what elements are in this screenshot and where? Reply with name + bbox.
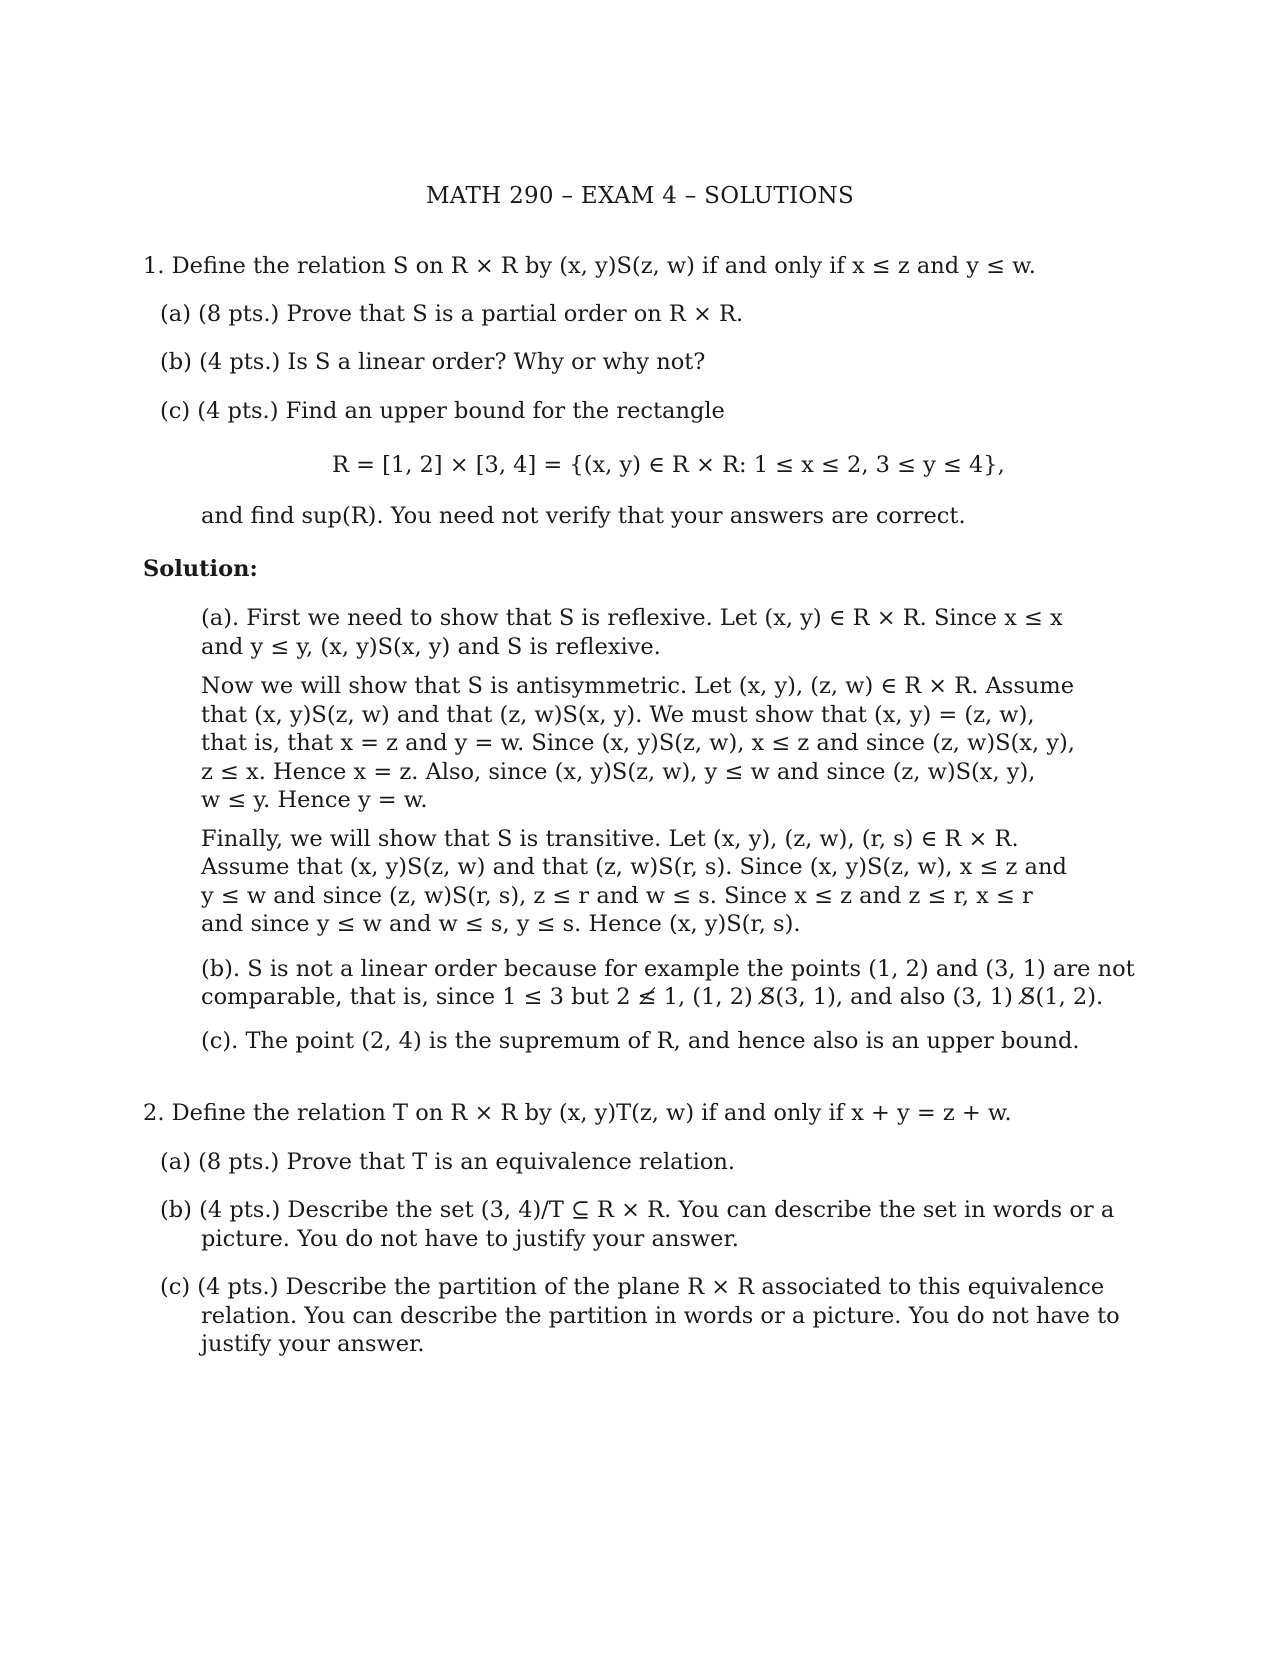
page-title: MATH 290 – EXAM 4 – SOLUTIONS xyxy=(425,183,855,209)
problem-1-statement: 1. Define the relation S on R × R by (x, y)S(z, w) if and only if x ≤ z and y ≤ w. xyxy=(143,253,1036,279)
solution-transitive-line: Assume that (x, y)S(z, w) and that (z, w)S(r, s). Since (x, y)S(z, w), x ≤ z and xyxy=(201,854,1067,880)
solution-c-line: (c). The point (2, 4) is the supremum of R, and hence also is an upper bound. xyxy=(201,1028,1080,1054)
solution-a-line: and y ≤ y, (x, y)S(x, y) and S is reflexive. xyxy=(201,634,661,660)
problem-2-part-a: (a) (8 pts.) Prove that T is an equivalence relation. xyxy=(160,1149,736,1175)
problem-2-statement: 2. Define the relation T on R × R by (x, y)T(z, w) if and only if x + y = z + w. xyxy=(143,1100,1012,1126)
solution-b-line: (b). S is not a linear order because for example the points (1, 2) and (3, 1) are not xyxy=(201,956,1135,982)
solution-heading: Solution: xyxy=(143,556,258,582)
problem-2-part-c-line: relation. You can describe the partition in words or a picture. You do not have to xyxy=(201,1303,1120,1329)
solution-antisymmetric-line: w ≤ y. Hence y = w. xyxy=(201,787,428,813)
problem-2-part-b-line: (b) (4 pts.) Describe the set (3, 4)/T ⊆ R × R. You can describe the set in words or a xyxy=(160,1197,1115,1223)
solution-transitive-line: and since y ≤ w and w ≤ s, y ≤ s. Hence (x, y)S(r, s). xyxy=(201,911,801,937)
problem-1-part-a: (a) (8 pts.) Prove that S is a partial order on R × R. xyxy=(160,301,744,327)
solution-antisymmetric-line: z ≤ x. Hence x = z. Also, since (x, y)S(z, w), y ≤ w and since (z, w)S(x, y), xyxy=(201,759,1036,785)
problem-1-part-b: (b) (4 pts.) Is S a linear order? Why or why not? xyxy=(160,349,706,375)
solution-antisymmetric-line: that is, that x = z and y = w. Since (x, y)S(z, w), x ≤ z and since (z, w)S(x, y), xyxy=(201,730,1075,756)
problem-2-part-c-line: justify your answer. xyxy=(201,1331,425,1357)
solution-transitive-line: Finally, we will show that S is transitive. Let (x, y), (z, w), (r, s) ∈ R × R. xyxy=(201,826,1019,852)
solution-a-line: (a). First we need to show that S is reflexive. Let (x, y) ∈ R × R. Since x ≤ x xyxy=(201,605,1063,631)
problem-1-part-c-tail: and find sup(R). You need not verify that your answers are correct. xyxy=(201,503,966,529)
solution-antisymmetric-line: that (x, y)S(z, w) and that (z, w)S(x, y). We must show that (x, y) = (z, w), xyxy=(201,702,1035,728)
rectangle-formula: R = [1, 2] × [3, 4] = {(x, y) ∈ R × R: 1 ≤ x ≤ 2, 3 ≤ y ≤ 4}, xyxy=(332,452,1005,478)
problem-2-part-c-line: (c) (4 pts.) Describe the partition of the plane R × R associated to this equivalence xyxy=(160,1274,1105,1300)
solution-b-line: comparable, that is, since 1 ≤ 3 but 2 ≰ 1, (1, 2) S̸(3, 1), and also (3, 1) S̸(1, 2). xyxy=(201,984,1104,1010)
solution-transitive-line: y ≤ w and since (z, w)S(r, s), z ≤ r and w ≤ s. Since x ≤ z and z ≤ r, x ≤ r xyxy=(201,883,1033,909)
solution-antisymmetric-line: Now we will show that S is antisymmetric. Let (x, y), (z, w) ∈ R × R. Assume xyxy=(201,673,1075,699)
problem-2-part-b-line: picture. You do not have to justify your answer. xyxy=(201,1226,739,1252)
problem-1-part-c: (c) (4 pts.) Find an upper bound for the rectangle xyxy=(160,398,725,424)
